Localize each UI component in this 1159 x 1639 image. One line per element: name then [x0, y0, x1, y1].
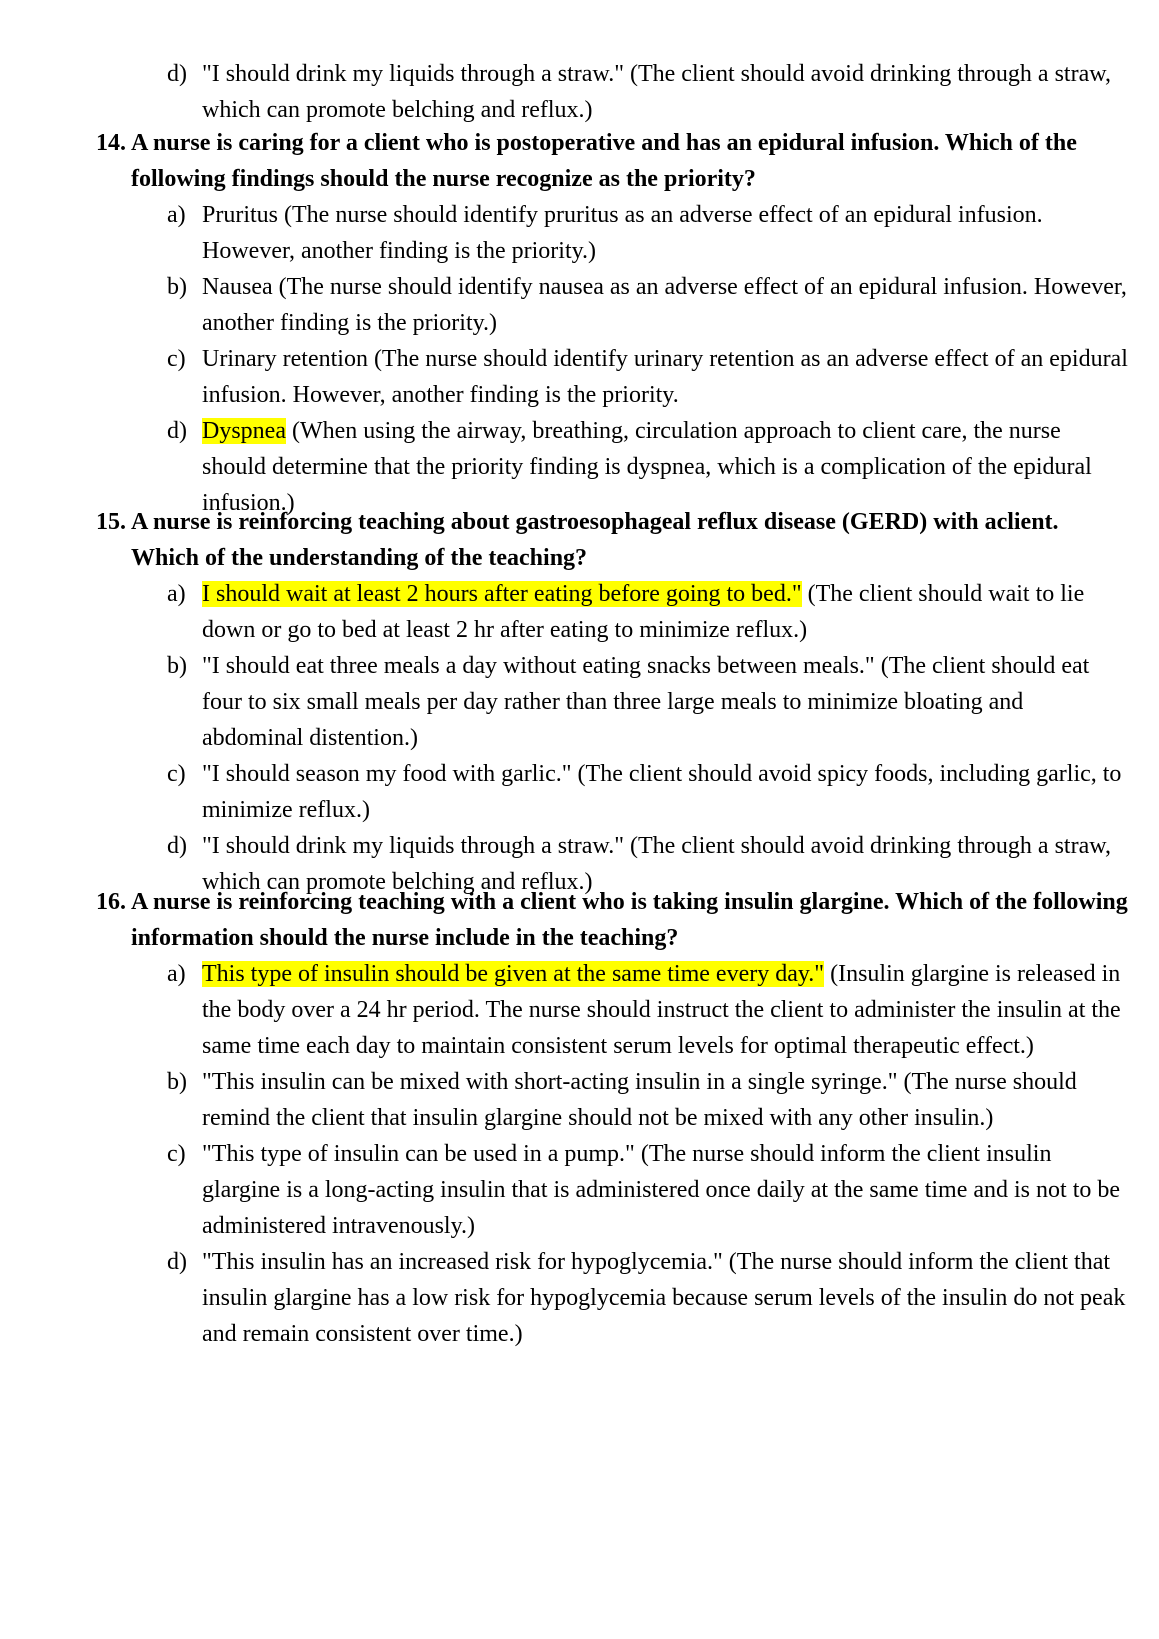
option-text: Pruritus (The nurse should identify pruritus as an adverse effect of an epidural infusion. However, another finding is the priority.) — [202, 202, 1043, 264]
option-item — [0, 269, 1128, 341]
highlighted-answer: Dyspnea — [202, 418, 286, 444]
question-14 — [0, 125, 1159, 521]
option-item — [0, 648, 1128, 756]
option-letter: a) — [167, 961, 186, 987]
question-number: 14. — [96, 130, 126, 156]
option-item — [0, 1136, 1128, 1244]
option-letter: d) — [167, 418, 187, 444]
question-stem — [0, 125, 1131, 197]
option-text: "I should drink my liquids through a straw." (The client should avoid drinking through a straw, which can promote belching and reflux.) — [202, 61, 1112, 123]
question-text: A nurse is caring for a client who is postoperative and has an epidural infusion. Which of the following findings should the nurse recognize as the priority? — [131, 130, 1077, 192]
option-text: "I should season my food with garlic." (The client should avoid spicy foods, including garlic, to minimize reflux.) — [202, 761, 1122, 823]
option-text: Nausea (The nurse should identify nausea as an adverse effect of an epidural infusion. However, another finding is the priority.) — [202, 274, 1127, 336]
option-item — [0, 341, 1128, 413]
option-text: (Insulin glargine is released in the body over a 24 hr period. The nurse should instruct the client to administer the insulin at the same time each day to maintain consistent serum levels for optimal therapeutic effect.) — [202, 961, 1121, 1059]
option-letter: c) — [167, 1141, 186, 1167]
option-letter: b) — [167, 653, 187, 679]
option-item — [0, 1064, 1128, 1136]
option-item — [0, 576, 1128, 648]
option-letter: c) — [167, 346, 186, 372]
option-text: "I should drink my liquids through a straw." (The client should avoid drinking through a straw, which can promote belching and reflux.) — [202, 833, 1112, 895]
option-text: Urinary retention (The nurse should identify urinary retention as an adverse effect of an epidural infusion. However, another finding is the priority. — [202, 346, 1128, 408]
question-number: 16. — [96, 889, 126, 915]
question-stem — [0, 504, 1131, 576]
option-text: "This insulin has an increased risk for hypoglycemia." (The nurse should inform the client that insulin glargine has a low risk for hypoglycemia because serum levels of the insulin do not peak and remain consistent over time.) — [202, 1249, 1126, 1347]
option-item — [0, 1244, 1128, 1352]
option-text: (The client should wait to lie down or go to bed at least 2 hr after eating to minimize reflux.) — [202, 581, 1085, 643]
option-text: "This insulin can be mixed with short-acting insulin in a single syringe." (The nurse should remind the client that insulin glargine should not be mixed with any other insulin.) — [202, 1069, 1077, 1131]
question-stem — [0, 884, 1131, 956]
option-text: "This type of insulin can be used in a pump." (The nurse should inform the client insulin glargine is a long-acting insulin that is administered once daily at the same time and is not to be administered intravenously.) — [202, 1141, 1121, 1239]
option-letter: d) — [167, 61, 187, 87]
option-item — [0, 756, 1128, 828]
carryover-option — [0, 56, 1159, 128]
option-item — [0, 956, 1128, 1064]
highlighted-answer: This type of insulin should be given at the same time every day." — [202, 961, 825, 987]
option-letter: d) — [167, 833, 187, 859]
option-item — [0, 197, 1128, 269]
question-number: 15. — [96, 509, 126, 535]
question-16 — [0, 884, 1159, 1352]
option-letter: b) — [167, 1069, 187, 1095]
option-letter: b) — [167, 274, 187, 300]
option-text: "I should eat three meals a day without eating snacks between meals." (The client should eat four to six small meals per day rather than three large meals to minimize bloating and abdominal distention.) — [202, 653, 1090, 751]
question-15 — [0, 504, 1159, 900]
option-letter: a) — [167, 202, 186, 228]
option-text: (When using the airway, breathing, circulation approach to client care, the nurse should determine that the priority finding is dyspnea, which is a complication of the epidural infusion.) — [202, 418, 1092, 516]
option-item — [0, 56, 1128, 128]
highlighted-answer: I should wait at least 2 hours after eating before going to bed." — [202, 581, 802, 607]
question-text: A nurse is reinforcing teaching about gastroesophageal reflux disease (GERD) with aclient. Which of the understanding of the teaching? — [131, 509, 1059, 571]
option-letter: d) — [167, 1249, 187, 1275]
option-letter: c) — [167, 761, 186, 787]
question-text: A nurse is reinforcing teaching with a client who is taking insulin glargine. Which of the following information should the nurse include in the teaching? — [131, 889, 1128, 951]
option-letter: a) — [167, 581, 186, 607]
